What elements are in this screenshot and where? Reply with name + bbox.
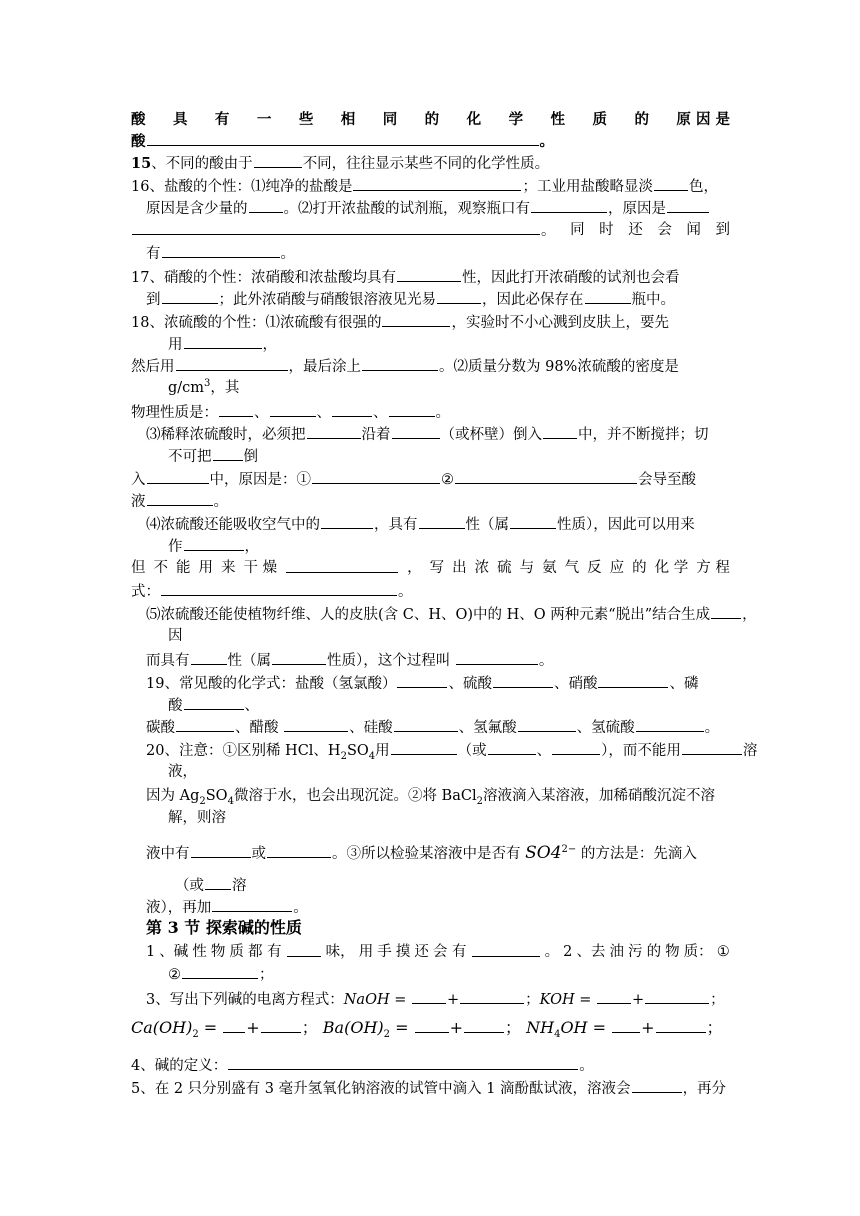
- answer-blank[interactable]: [362, 356, 438, 371]
- item-20-cont-2: 因为 $Ag_2SO_4$微溶于水，也会出现沉淀。②将 BaCl$_2$溶液滴入某溶液，加稀硝酸沉淀不溶: [146, 788, 715, 807]
- answer-blank[interactable]: [191, 843, 251, 858]
- answer-blank[interactable]: [472, 942, 540, 957]
- item-18-dilute-2: 不可把 倒: [168, 446, 767, 467]
- answer-blank[interactable]: [332, 402, 372, 417]
- answer-blank[interactable]: [412, 989, 446, 1004]
- answer-blank[interactable]: [176, 356, 288, 371]
- item-18-cont-3: $g/cm^3$，其: [168, 378, 240, 396]
- item-18-dehydrate-2: 因: [168, 628, 183, 644]
- answer-blank[interactable]: [270, 402, 316, 417]
- answer-blank[interactable]: [391, 740, 457, 755]
- answer-blank[interactable]: [223, 1018, 245, 1033]
- item-18-absorb-4: 式： 。: [131, 581, 730, 602]
- item-18-absorb-2: 作 ，: [168, 536, 767, 557]
- item-18-absorb-3: 但 不 能 用 来 干 燥 ， 写 出 浓 硫 与 氨 气 反 应 的 化 学 方 程: [131, 560, 730, 576]
- section-heading: 第 3 节 探索碱的性质: [146, 918, 302, 937]
- base-item-4: 4、碱的定义： 。: [131, 1055, 730, 1076]
- answer-blank[interactable]: [249, 198, 283, 213]
- answer-blank[interactable]: [287, 942, 321, 957]
- line-acid-reason: 酸 具 有 一 些 相 同 的 化 学 性 质 的 原 因 是: [131, 111, 730, 128]
- answer-blank[interactable]: [261, 1018, 301, 1033]
- answer-blank[interactable]: [543, 424, 577, 439]
- answer-blank[interactable]: [267, 843, 331, 858]
- answer-blank[interactable]: [205, 875, 231, 890]
- item-16-cont: 原因是含少量的 。⑵打开浓盐酸的试剂瓶，观察瓶口有 ，原因是: [146, 198, 730, 219]
- item-19: 19、常见酸的化学式：盐酸（氢氯酸） 、硫酸 、硝酸 、磷: [146, 673, 730, 694]
- answer-blank[interactable]: [191, 650, 227, 665]
- item-20: 20、注意：①区别稀 HCl、$H_2SO_4$用 （或 、 ），而不能用 溶: [146, 740, 730, 761]
- answer-blank[interactable]: [464, 1018, 504, 1033]
- answer-blank[interactable]: [460, 989, 524, 1004]
- answer-blank[interactable]: [147, 469, 209, 484]
- item-18-cont: 用 ，: [168, 334, 767, 355]
- answer-blank[interactable]: [353, 176, 521, 191]
- item-18-dilute-3: 入 中，原因是：① ② 会导至酸: [131, 469, 730, 490]
- answer-blank[interactable]: [212, 897, 292, 912]
- answer-blank[interactable]: [162, 289, 218, 304]
- answer-blank[interactable]: [389, 402, 435, 417]
- answer-blank[interactable]: [397, 673, 447, 688]
- item-18-dehydrate: ⑸浓硫酸还能使植物纤维、人的皮肤(含 C、H、O)中的 H、O 两种元素“脱出”结合生成 ，: [146, 604, 745, 625]
- item-20-cont-3: 解，则溶: [168, 810, 226, 826]
- item-17: 17、硝酸的个性：浓硝酸和浓盐酸均具有 性，因此打开浓硝酸的试剂也会看: [131, 267, 730, 288]
- item-19-cont-2: 碳酸 、醋酸 、硅酸 、氢氟酸 、氢硫酸 。: [146, 717, 730, 738]
- item-20-cont-4: 液中有 或 。③所以检验某溶液中是否有 $SO4^{2-}$ 的方法是：先滴入: [146, 843, 697, 863]
- answer-blank[interactable]: [162, 243, 280, 258]
- item-16-cont-2: 。 同 时 还 会 闻 到: [131, 220, 730, 241]
- answer-blank[interactable]: [307, 424, 361, 439]
- answer-blank[interactable]: [394, 717, 458, 732]
- answer-blank[interactable]: [711, 604, 741, 619]
- item-19-cont: 酸 、: [168, 695, 767, 716]
- base-item-3-cont: $Ca(OH)_2$ = + ； $Ba(OH)_2$ = + ； $NH_4OH$ = + ；: [131, 1018, 723, 1041]
- item-18-cont-4: 物理性质是： 、 、 、 。: [131, 402, 730, 423]
- answer-blank[interactable]: [392, 424, 440, 439]
- item-16-cont-3: 有 。: [146, 243, 730, 264]
- item-18-dehydrate-3: 而具有 性（属 性质），这个过程叫 。: [146, 650, 730, 671]
- item-18-cont-2: 然后用 ，最后涂上 。⑵质量分数为 98%浓硫酸的密度是: [131, 356, 730, 377]
- answer-blank[interactable]: [415, 1018, 449, 1033]
- item-18-absorb: ⑷浓硫酸还能吸收空气中的 ，具有 性（属 性质），因此可以用来: [146, 514, 745, 535]
- answer-blank[interactable]: [597, 989, 631, 1004]
- answer-blank[interactable]: [493, 673, 553, 688]
- answer-blank[interactable]: [219, 402, 253, 417]
- answer-blank[interactable]: [656, 1018, 706, 1033]
- answer-blank[interactable]: [182, 964, 258, 979]
- answer-blank[interactable]: [456, 650, 538, 665]
- answer-blank[interactable]: [667, 198, 709, 213]
- answer-blank[interactable]: [437, 289, 481, 304]
- base-item-1: 1 、碱 性 物 质 都 有 味， 用 手 摸 还 会 有 。 2 、去 油 污 的 物 质： ①: [146, 944, 730, 960]
- answer-blank[interactable]: [147, 131, 539, 146]
- answer-blank[interactable]: [284, 717, 348, 732]
- answer-blank[interactable]: [531, 198, 607, 213]
- item-16: 16、盐酸的个性：⑴纯净的盐酸是 ；工业用盐酸略显淡 色，: [131, 176, 730, 197]
- answer-blank[interactable]: [632, 1078, 682, 1093]
- answer-blank[interactable]: [598, 673, 668, 688]
- item-18: 18、浓硫酸的个性：⑴浓硫酸有很强的 ，实验时不小心溅到皮肤上，要先: [131, 312, 730, 333]
- answer-blank[interactable]: [585, 289, 631, 304]
- answer-blank[interactable]: [552, 740, 600, 755]
- answer-blank[interactable]: [682, 740, 742, 755]
- answer-blank[interactable]: [518, 717, 576, 732]
- answer-blank[interactable]: [176, 717, 234, 732]
- base-item-3: 3、写出下列碱的电离方程式：NaOH = + ；KOH = + ；: [146, 989, 730, 1010]
- answer-blank[interactable]: [147, 491, 213, 506]
- item-18-dilute-4: 液 。: [131, 491, 730, 512]
- answer-blank[interactable]: [213, 446, 243, 461]
- line-acid-reason-2: 酸 。: [131, 133, 554, 150]
- answer-blank[interactable]: [510, 514, 556, 529]
- answer-blank[interactable]: [382, 312, 450, 327]
- answer-blank[interactable]: [645, 989, 709, 1004]
- item-15: 15、不同的酸由于 不同，往往显示某些不同的化学性质。: [131, 155, 550, 172]
- item-18-dilute: ⑶稀释浓硫酸时，必须把 沿着 （或杯壁）倒入 中，并不断搅拌；切: [146, 424, 745, 445]
- answer-blank[interactable]: [254, 153, 302, 168]
- base-item-5: 5、在 2 只分别盛有 3 毫升氢氧化钠溶液的试管中滴入 1 滴酚酞试液，溶液会 ，再分: [131, 1078, 730, 1099]
- answer-blank[interactable]: [488, 740, 536, 755]
- answer-blank[interactable]: [184, 695, 244, 710]
- answer-blank[interactable]: [654, 176, 688, 191]
- item-20-cont-5: （或 溶: [175, 875, 774, 896]
- answer-blank[interactable]: [321, 514, 373, 529]
- answer-blank[interactable]: [228, 1055, 578, 1070]
- item-20-cont-6: 液），再加 。: [146, 897, 730, 918]
- answer-blank[interactable]: [272, 650, 326, 665]
- answer-blank[interactable]: [419, 514, 465, 529]
- item-20-cont: 液，: [168, 764, 197, 780]
- answer-blank[interactable]: [132, 220, 540, 235]
- answer-blank[interactable]: [455, 469, 637, 484]
- answer-blank[interactable]: [286, 558, 398, 573]
- answer-blank[interactable]: [184, 334, 262, 349]
- answer-blank[interactable]: [184, 536, 244, 551]
- answer-blank[interactable]: [161, 581, 397, 596]
- answer-blank[interactable]: [397, 267, 461, 282]
- answer-blank[interactable]: [612, 1018, 640, 1033]
- base-item-1-cont: ② ；: [168, 964, 767, 985]
- answer-blank[interactable]: [312, 469, 440, 484]
- item-17-cont: 到 ；此外浓硝酸与硝酸银溶液见光易 ，因此必保存在 瓶中。: [146, 289, 730, 310]
- answer-blank[interactable]: [636, 717, 704, 732]
